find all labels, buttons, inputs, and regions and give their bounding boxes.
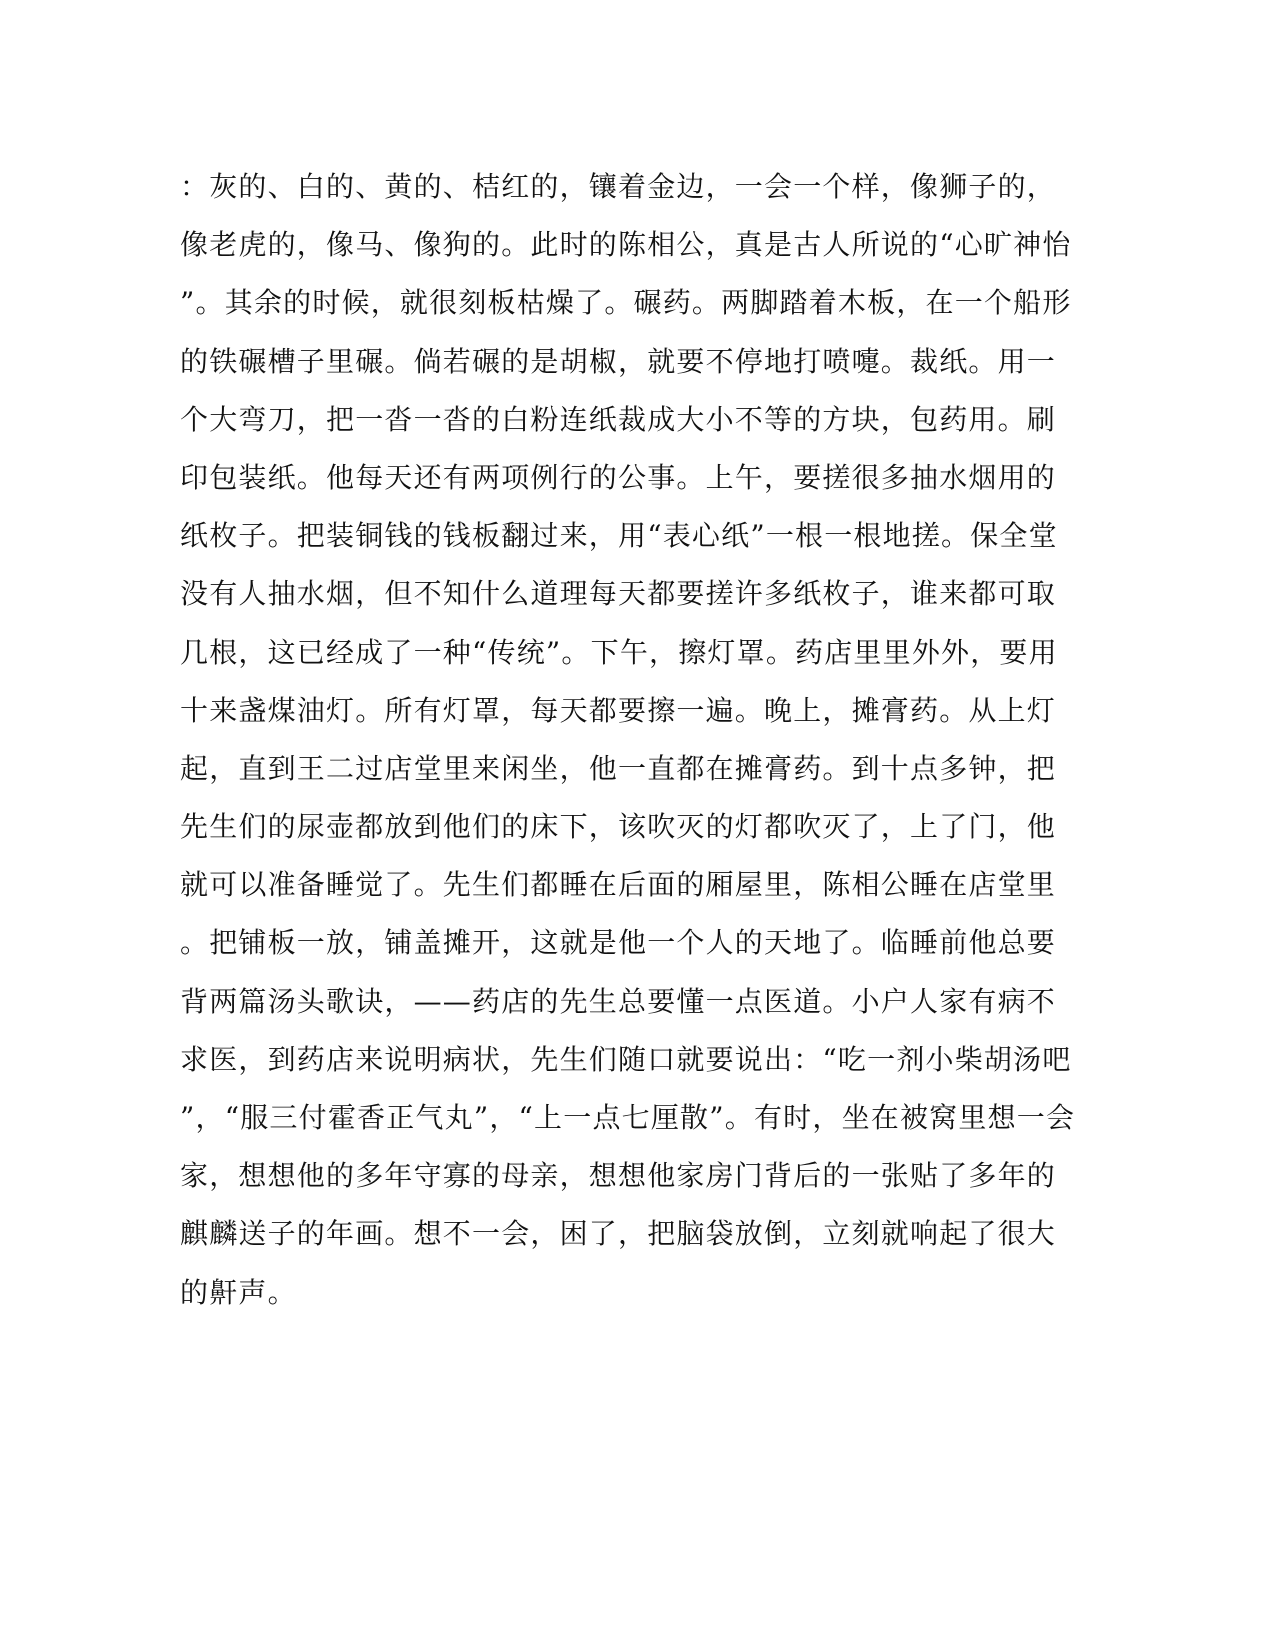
text-line-3: ”。其余的时候，就很刻板枯燥了。碾药。两脚踏着木板，在一个船形 [180, 286, 1072, 320]
text-line-9: 几根，这已经成了一种“传统”。下午，擦灯罩。药店里里外外，要用 [180, 635, 1058, 669]
text-line-11: 起，直到王二过店堂里来闲坐，他一直都在摊膏药。到十点多钟，把 [180, 751, 1057, 785]
text-line-13: 就可以准备睡觉了。先生们都睡在后面的厢屋里，陈相公睡在店堂里 [180, 868, 1057, 902]
text-line-12: 先生们的尿壶都放到他们的床下，该吹灭的灯都吹灭了，上了门，他 [180, 810, 1057, 844]
text-line-8: 没有人抽水烟，但不知什么道理每天都要搓许多纸枚子，谁来都可取 [180, 577, 1057, 611]
text-line-4: 的铁碾槽子里碾。倘若碾的是胡椒，就要不停地打喷嚏。裁纸。用一 [180, 344, 1057, 378]
text-line-15: 背两篇汤头歌诀，——药店的先生总要懂一点医道。小户人家有病不 [180, 984, 1057, 1018]
text-line-5: 个大弯刀，把一沓一沓的白粉连纸裁成大小不等的方块，包药用。刷 [180, 402, 1057, 436]
text-line-14: 。把铺板一放，铺盖摊开，这就是他一个人的天地了。临睡前他总要 [180, 926, 1057, 960]
text-line-20: 的鼾声。 [180, 1275, 297, 1309]
body-text [180, 166, 1076, 1330]
text-line-6: 印包装纸。他每天还有两项例行的公事。上午，要搓很多抽水烟用的 [180, 460, 1057, 494]
text-line-7: 纸枚子。把装铜钱的钱板翻过来，用“表心纸”一根一根地搓。保全堂 [180, 519, 1058, 553]
text-line-2: 像老虎的，像马、像狗的。此时的陈相公，真是古人所说的“心旷神怡 [180, 228, 1072, 262]
text-line-17: ”，“服三付霍香正气丸”，“上一点七厘散”。有时，坐在被窝里想一会 [180, 1101, 1076, 1134]
text-line-1: ：灰的、白的、黄的、桔红的，镶着金边，一会一个样，像狮子的， [180, 170, 1057, 203]
text-line-10: 十来盏煤油灯。所有灯罩，每天都要擦一遍。晚上，摊膏药。从上灯 [180, 693, 1057, 727]
text-line-19: 麒麟送子的年画。想不一会，困了，把脑袋放倒，立刻就响起了很大 [180, 1217, 1057, 1251]
text-line-18: 家，想想他的多年守寡的母亲，想想他家房门背后的一张贴了多年的 [180, 1159, 1057, 1193]
text-line-16: 求医，到药店来说明病状，先生们随口就要说出：“吃一剂小柴胡汤吧 [180, 1042, 1072, 1076]
